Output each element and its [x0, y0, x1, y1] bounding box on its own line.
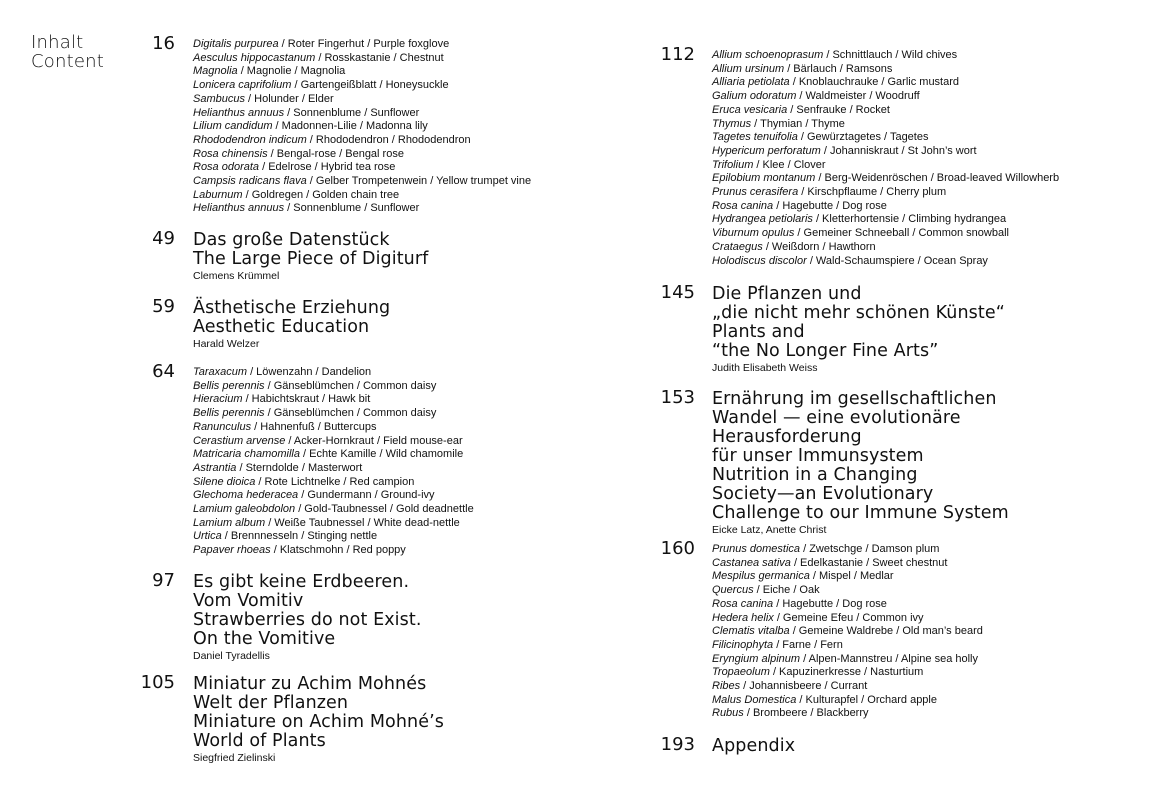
latin-name: Magnolia — [193, 65, 238, 78]
plant-item — [193, 107, 531, 121]
common-names: / Knoblauchrauke / Garlic mustard — [789, 76, 960, 89]
essay-title-line: Society—an Evolutionary — [712, 484, 934, 504]
common-names: / Klee / Clover — [753, 158, 826, 171]
plant-item — [712, 557, 983, 571]
common-names: / Echte Kamille / Wild chamomile — [299, 448, 464, 461]
essay-title-line: „die nicht mehr schönen Künste“ — [712, 303, 1005, 323]
essay-title-line: Strawberries do not Exist. — [193, 610, 422, 630]
essay-title-line: Nutrition in a Changing — [712, 465, 918, 485]
latin-name: Holodiscus discolor — [712, 254, 807, 267]
latin-name: Prunus cerasifera — [712, 186, 799, 199]
essay-title-line: Das große Datenstück — [193, 230, 390, 250]
common-names: / Sterndolde / Masterwort — [236, 461, 363, 474]
common-names: / Gänseblümchen / Common daisy — [264, 379, 437, 392]
common-names: / Edelrose / Hybrid tea rose — [259, 161, 396, 174]
common-names: / Madonnen-Lilie / Madonna lily — [272, 120, 428, 133]
common-names: / Hahnenfuß / Buttercups — [251, 420, 377, 433]
essay-author: Clemens Krümmel — [193, 270, 280, 282]
latin-name: Laburnum — [193, 188, 243, 201]
essay-title-line: Challenge to our Immune System — [712, 503, 1009, 523]
plant-item — [193, 93, 531, 107]
common-names: / Gundermann / Ground-ivy — [298, 489, 435, 502]
latin-name: Prunus domestica — [712, 543, 801, 555]
latin-name: Ribes — [712, 680, 741, 693]
page-number: 64 — [152, 361, 175, 382]
common-names: / Farne / Fern — [773, 638, 843, 651]
common-names: / Waldmeister / Woodruff — [796, 90, 920, 103]
page-number: 97 — [152, 570, 175, 591]
essay-title-line: Miniatur zu Achim Mohnés — [193, 674, 427, 694]
latin-name: Hypericum perforatum — [712, 144, 821, 157]
plant-item — [712, 213, 1059, 227]
common-names: / Johanniskraut / St John’s wort — [820, 144, 977, 157]
plant-item — [712, 707, 983, 721]
plant-item — [712, 570, 983, 584]
plant-list — [193, 38, 531, 216]
plant-item — [193, 421, 474, 435]
latin-name: Papaver rhoeas — [193, 544, 271, 557]
latin-name: Quercus — [712, 584, 754, 597]
latin-name: Rubus — [712, 707, 744, 720]
essay-title-line: World of Plants — [193, 731, 326, 751]
plant-item — [712, 227, 1059, 241]
essay-title-line: Es gibt keine Erdbeeren. — [193, 572, 410, 592]
common-names: / Rosskastanie / Chestnut — [315, 51, 444, 64]
heading-english: Content — [31, 51, 104, 72]
page-number: 49 — [152, 228, 175, 249]
plant-item — [712, 255, 1059, 269]
latin-name: Castanea sativa — [712, 556, 791, 569]
plant-item — [712, 131, 1059, 145]
common-names: / Eiche / Oak — [753, 584, 820, 597]
latin-name: Filicinophyta — [712, 638, 774, 651]
latin-name: Hedera helix — [712, 611, 774, 624]
essay-title-line: Vom Vomitiv — [193, 591, 304, 611]
plant-item — [193, 380, 474, 394]
plant-item — [193, 189, 531, 203]
latin-name: Rosa canina — [712, 199, 774, 212]
latin-name: Helianthus annuus — [193, 202, 285, 215]
common-names: / Alpen-Mannstreu / Alpine sea holly — [800, 652, 978, 665]
essay-entry — [712, 285, 1005, 375]
common-names: / Habichtskraut / Hawk bit — [242, 393, 371, 406]
common-names: / Bärlauch / Ramsons — [784, 62, 893, 75]
latin-name: Trifolium — [712, 158, 754, 171]
latin-name: Silene dioica — [193, 475, 256, 488]
essay-entry — [712, 390, 1009, 537]
latin-name: Matricaria chamomilla — [193, 448, 300, 461]
plant-item — [712, 625, 983, 639]
latin-name: Rosa odorata — [193, 161, 260, 174]
latin-name: Eryngium alpinum — [712, 652, 801, 665]
latin-name: Aesculus hippocastanum — [193, 51, 316, 64]
plant-item — [712, 118, 1059, 132]
essay-title-line: für unser Immunsystem — [712, 446, 924, 466]
latin-name: Allium schoenoprasum — [712, 49, 824, 61]
common-names: / Gemeine Waldrebe / Old man’s beard — [789, 625, 983, 638]
common-names: / Wald-Schaumspiere / Ocean Spray — [806, 254, 988, 267]
latin-name: Thymus — [712, 117, 752, 130]
plant-item — [712, 104, 1059, 118]
plant-item — [193, 407, 474, 421]
common-names: / Sonnenblume / Sunflower — [284, 106, 420, 119]
latin-name: Lilium candidum — [193, 120, 273, 133]
latin-name: Tagetes tenuifolia — [712, 131, 798, 144]
latin-name: Hydrangea petiolaris — [712, 213, 813, 226]
plant-item — [193, 202, 531, 216]
plant-item — [712, 612, 983, 626]
latin-name: Taraxacum — [193, 366, 248, 378]
plant-item — [193, 489, 474, 503]
page-number: 145 — [660, 282, 695, 303]
essay-title-line: Herausforderung — [712, 427, 862, 447]
latin-name: Rosa chinensis — [193, 147, 268, 160]
common-names: / Gartengeißblatt / Honeysuckle — [291, 79, 449, 92]
essay-title-line: “the No Longer Fine Arts” — [712, 341, 939, 361]
plant-item — [712, 543, 983, 557]
latin-name: Malus Domestica — [712, 693, 797, 706]
plant-item — [712, 186, 1059, 200]
common-names: / Kirschpflaume / Cherry plum — [798, 186, 947, 199]
common-names: / Kulturapfel / Orchard apple — [796, 693, 937, 706]
plant-item — [712, 666, 983, 680]
plant-item — [193, 161, 531, 175]
latin-name: Digitalis purpurea — [193, 38, 279, 50]
essay-title-line: Plants and — [712, 322, 805, 342]
plant-list — [712, 543, 983, 721]
common-names: / Gold-Taubnessel / Gold deadnettle — [295, 503, 474, 516]
essay-title-line: Die Pflanzen und — [712, 284, 862, 304]
common-names: / Weißdorn / Hawthorn — [762, 240, 876, 253]
essay-entry — [193, 299, 390, 351]
common-names: / Mispel / Medlar — [809, 570, 894, 583]
common-names: / Gänseblümchen / Common daisy — [264, 407, 437, 420]
latin-name: Tropaeolum — [712, 666, 770, 679]
common-names: / Zwetschge / Damson plum — [800, 543, 940, 555]
plant-item — [712, 49, 1059, 63]
essay-author: Siegfried Zielinski — [193, 752, 276, 764]
page-number: 105 — [140, 672, 175, 693]
common-names: / Brennnesseln / Stinging nettle — [221, 530, 378, 543]
common-names: / Senfrauke / Rocket — [787, 103, 890, 116]
latin-name: Bellis perennis — [193, 407, 265, 420]
essay-title-line: On the Vomitive — [193, 629, 336, 649]
plant-list — [712, 49, 1059, 268]
plant-item — [193, 38, 531, 52]
plant-item — [193, 517, 474, 531]
latin-name: Sambucus — [193, 92, 245, 105]
essay-entry — [193, 675, 444, 765]
latin-name: Crataegus — [712, 240, 763, 253]
plant-list — [193, 366, 474, 558]
page-number: 112 — [660, 44, 695, 65]
common-names: / Gemeiner Schneeball / Common snowball — [794, 227, 1009, 240]
plant-item — [712, 639, 983, 653]
plant-item — [193, 435, 474, 449]
plant-item — [712, 145, 1059, 159]
latin-name: Mespilus germanica — [712, 570, 810, 583]
common-names: / Rhododendron / Rhododendron — [306, 133, 471, 146]
common-names: / Klatschmohn / Red poppy — [270, 544, 406, 557]
common-names: / Goldregen / Golden chain tree — [242, 188, 400, 201]
latin-name: Glechoma hederacea — [193, 489, 299, 502]
page-number: 153 — [660, 387, 695, 408]
common-names: / Weiße Taubnessel / White dead-nettle — [265, 516, 460, 529]
heading-german: Inhalt — [31, 32, 84, 53]
plant-item — [712, 584, 983, 598]
latin-name: Viburnum opulus — [712, 227, 795, 240]
essay-author: Judith Elisabeth Weiss — [712, 362, 818, 374]
plant-item — [712, 63, 1059, 77]
essay-title-line: Aesthetic Education — [193, 317, 370, 337]
essay-author: Daniel Tyradellis — [193, 650, 270, 662]
common-names: / Hagebutte / Dog rose — [773, 597, 887, 610]
plant-item — [193, 148, 531, 162]
essay-author: Eicke Latz, Anette Christ — [712, 524, 827, 536]
page-number: 59 — [152, 296, 175, 317]
plant-item — [193, 544, 474, 558]
plant-item — [193, 462, 474, 476]
common-names: / Rote Lichtnelke / Red campion — [255, 475, 415, 488]
common-names: / Gemeine Efeu / Common ivy — [773, 611, 924, 624]
common-names: / Magnolie / Magnolia — [237, 65, 346, 78]
plant-item — [193, 134, 531, 148]
common-names: / Thymian / Thyme — [751, 117, 845, 130]
common-names: / Sonnenblume / Sunflower — [284, 202, 420, 215]
latin-name: Epilobium montanum — [712, 172, 816, 185]
essay-entry — [193, 573, 422, 663]
common-names: / Bengal-rose / Bengal rose — [267, 147, 404, 160]
plant-item — [712, 653, 983, 667]
latin-name: Lamium album — [193, 516, 266, 529]
latin-name: Alliaria petiolata — [712, 76, 790, 89]
latin-name: Eruca vesicaria — [712, 103, 788, 116]
common-names: / Brombeere / Blackberry — [743, 707, 869, 720]
plant-item — [193, 476, 474, 490]
latin-name: Rhododendron indicum — [193, 133, 307, 146]
common-names: / Kapuzinerkresse / Nasturtium — [769, 666, 924, 679]
toc-heading — [31, 33, 104, 71]
common-names: / Hagebutte / Dog rose — [773, 199, 887, 212]
page-number: 160 — [660, 538, 695, 559]
plant-item — [193, 366, 474, 380]
latin-name: Urtica — [193, 530, 222, 543]
latin-name: Clematis vitalba — [712, 625, 790, 638]
plant-item — [712, 159, 1059, 173]
common-names: / Kletterhortensie / Climbing hydrangea — [812, 213, 1007, 226]
essay-title-line: Ernährung im gesellschaftlichen — [712, 389, 997, 409]
plant-item — [193, 120, 531, 134]
plant-item — [193, 65, 531, 79]
plant-item — [193, 52, 531, 66]
latin-name: Hieracium — [193, 393, 243, 406]
plant-item — [712, 76, 1059, 90]
latin-name: Rosa canina — [712, 597, 774, 610]
essay-title-line: Appendix — [712, 736, 796, 756]
common-names: / Berg-Weidenröschen / Broad-leaved Willowherb — [815, 172, 1060, 185]
latin-name: Ranunculus — [193, 420, 252, 433]
latin-name: Bellis perennis — [193, 379, 265, 392]
common-names: / Gewürztagetes / Tagetes — [797, 131, 929, 144]
essay-title-line: The Large Piece of Digiturf — [193, 249, 429, 269]
latin-name: Lonicera caprifolium — [193, 79, 292, 92]
plant-item — [193, 175, 531, 189]
common-names: / Holunder / Elder — [244, 92, 334, 105]
latin-name: Cerastium arvense — [193, 434, 286, 447]
plant-item — [712, 241, 1059, 255]
page-number: 193 — [660, 734, 695, 755]
plant-item — [712, 680, 983, 694]
plant-item — [712, 598, 983, 612]
essay-entry — [193, 231, 428, 283]
plant-item — [193, 393, 474, 407]
common-names: / Löwenzahn / Dandelion — [247, 366, 372, 378]
plant-item — [712, 200, 1059, 214]
plant-item — [193, 79, 531, 93]
essay-title-line: Miniature on Achim Mohné’s — [193, 712, 444, 732]
common-names: / Acker-Hornkraut / Field mouse-ear — [285, 434, 463, 447]
plant-item — [712, 172, 1059, 186]
common-names: / Roter Fingerhut / Purple foxglove — [278, 38, 450, 50]
common-names: / Schnittlauch / Wild chives — [823, 49, 958, 61]
latin-name: Galium odoratum — [712, 90, 797, 103]
latin-name: Lamium galeobdolon — [193, 503, 296, 516]
plant-item — [712, 694, 983, 708]
common-names: / Johannisbeere / Currant — [740, 680, 868, 693]
latin-name: Allium ursinum — [712, 62, 785, 75]
common-names: / Edelkastanie / Sweet chestnut — [790, 556, 948, 569]
essay-author: Harald Welzer — [193, 338, 260, 350]
latin-name: Campsis radicans flava — [193, 175, 307, 188]
essay-title-line: Ästhetische Erziehung — [193, 298, 391, 318]
latin-name: Helianthus annuus — [193, 106, 285, 119]
plant-item — [712, 90, 1059, 104]
plant-item — [193, 448, 474, 462]
common-names: / Gelber Trompetenwein / Yellow trumpet vine — [306, 175, 532, 188]
essay-title-line: Wandel — eine evolutionäre — [712, 408, 961, 428]
latin-name: Astrantia — [193, 461, 237, 474]
essay-entry — [712, 737, 795, 756]
plant-item — [193, 503, 474, 517]
page-number: 16 — [152, 33, 175, 54]
plant-item — [193, 530, 474, 544]
essay-title-line: Welt der Pflanzen — [193, 693, 349, 713]
